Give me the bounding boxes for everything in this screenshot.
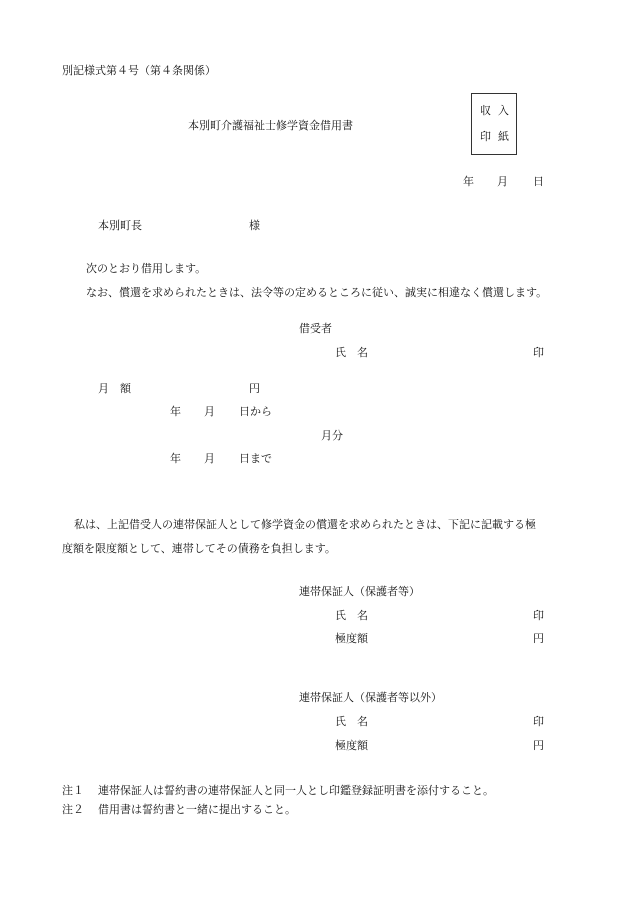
guarantor2-limit-label: 極度額 <box>335 739 368 752</box>
stamp-char: 収 <box>480 104 491 117</box>
borrower-heading: 借受者 <box>299 322 332 335</box>
body-line-2: なお、償還を求められたときは、法令等の定めるところに従い、誠実に相違なく償還します。 <box>86 286 548 299</box>
guarantee-line-2: 度額を限度額として、連帯してその債務を負担します。 <box>62 542 336 555</box>
period-to-year: 年 <box>170 452 181 465</box>
revenue-stamp-box <box>471 93 517 155</box>
period-from-month: 月 <box>204 405 215 418</box>
guarantee-line-1: 私は、上記借受人の連帯保証人として修学資金の償還を求められたときは、下記に記載する極 <box>74 518 536 531</box>
monthly-amount-yen: 円 <box>249 382 260 395</box>
stamp-char: 印 <box>480 130 491 143</box>
period-from-year: 年 <box>170 405 181 418</box>
note-text: 連帯保証人は誓約書の連帯保証人と同一人とし印鑑登録証明書を添付すること。 <box>98 784 494 797</box>
stamp-char: 紙 <box>498 130 509 143</box>
period-to-month: 月 <box>204 452 215 465</box>
period-to-day: 日まで <box>239 452 272 465</box>
stamp-char: 入 <box>498 104 509 117</box>
date-month: 月 <box>497 175 508 188</box>
body-line-1: 次のとおり借用します。 <box>86 262 207 275</box>
months-count-label: 月分 <box>321 429 343 442</box>
form-label: 別記様式第４号（第４条関係） <box>62 64 216 77</box>
monthly-amount-label: 月 額 <box>98 382 131 395</box>
guarantor1-limit-label: 極度額 <box>335 632 368 645</box>
guarantor1-heading: 連帯保証人（保護者等） <box>299 585 420 598</box>
date-year: 年 <box>463 175 474 188</box>
borrower-seal: 印 <box>533 346 544 359</box>
date-day: 日 <box>533 175 544 188</box>
note-label: 注２ <box>62 803 84 816</box>
addressee-name: 本別町長 <box>98 219 142 232</box>
addressee-honorific: 様 <box>249 219 260 232</box>
guarantor1-name-label: 氏 名 <box>335 609 368 622</box>
period-from-day: 日から <box>239 405 272 418</box>
guarantor2-name-label: 氏 名 <box>335 715 368 728</box>
guarantor2-seal: 印 <box>533 715 544 728</box>
note-label: 注１ <box>62 784 84 797</box>
guarantor1-limit-yen: 円 <box>533 632 544 645</box>
guarantor2-heading: 連帯保証人（保護者等以外） <box>299 691 442 704</box>
guarantor2-limit-yen: 円 <box>533 739 544 752</box>
document-title: 本別町介護福祉士修学資金借用書 <box>188 119 353 132</box>
guarantor1-seal: 印 <box>533 609 544 622</box>
note-text: 借用書は誓約書と一緒に提出すること。 <box>98 803 296 816</box>
borrower-name-label: 氏 名 <box>335 346 368 359</box>
